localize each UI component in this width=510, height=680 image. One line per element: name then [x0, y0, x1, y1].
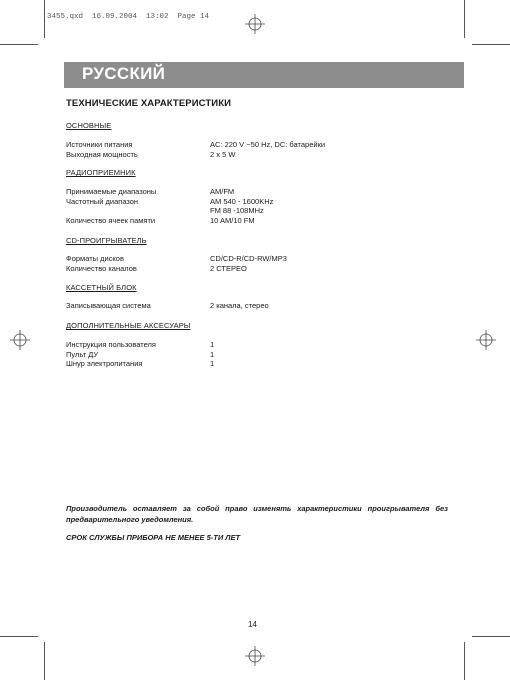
section-heading-main: ОСНОВНЫЕ [66, 121, 112, 130]
print-slug: 3455.qxd 16.09.2004 13:02 Page 14 [47, 13, 210, 21]
section-heading-radio: РАДИОПРИЕМНИК [66, 168, 136, 177]
registration-mark-icon [476, 330, 496, 350]
spec-value: 2 СТЕРЕО [210, 264, 247, 273]
registration-mark-icon [245, 646, 265, 666]
registration-mark-icon [10, 330, 30, 350]
language-header-band [64, 62, 464, 88]
section-heading-cd: CD-ПРОИГРЫВАТЕЛЬ [66, 236, 147, 245]
spec-value: AC: 220 V ~50 Hz, DC: батарейки [210, 140, 326, 149]
spec-label: Источники питания [66, 140, 133, 149]
spec-value: 10 AM/10 FM [210, 216, 255, 225]
spec-label: Инструкция пользователя [66, 340, 156, 349]
spec-value: 1 [210, 359, 215, 368]
service-life-note: СРОК СЛУЖБЫ ПРИБОРА НЕ МЕНЕЕ 5-ТИ ЛЕТ [66, 533, 241, 542]
spec-label: Шнур электропитания [66, 359, 143, 368]
spec-label: Принимаемые диапазоны [66, 187, 157, 196]
crop-mark [0, 636, 38, 637]
crop-mark [44, 0, 45, 38]
spec-value: CD/CD-R/CD-RW/MP3 [210, 254, 287, 263]
crop-mark [0, 44, 38, 45]
spec-value: AM 540 - 1600KHz [210, 197, 274, 206]
language-label: РУССКИЙ [82, 64, 166, 83]
disclaimer-note: Производитель оставляет за собой право изменять характеристики проигрывателя без предварительного уведомления. [66, 504, 448, 524]
spec-label: Частотный диапазон [66, 197, 139, 206]
crop-mark [44, 642, 45, 680]
crop-mark [464, 642, 465, 680]
spec-value: 1 [210, 340, 215, 349]
spec-label: Записывающая система [66, 301, 151, 310]
spec-value: 2 x 5 W [210, 150, 236, 159]
spec-label: Количество каналов [66, 264, 137, 273]
spec-label: Форматы дисков [66, 254, 124, 263]
page-number: 14 [248, 620, 257, 629]
crop-mark [464, 0, 465, 38]
section-heading-cassette: КАССЕТНЫЙ БЛОК [66, 283, 137, 292]
spec-label: Количество ячеек памяти [66, 216, 156, 225]
crop-mark [472, 636, 510, 637]
spec-value: 2 канала, стерео [210, 301, 269, 310]
spec-label: Пульт ДУ [66, 350, 99, 359]
spec-label: Выходная мощность [66, 150, 138, 159]
registration-mark-icon [245, 14, 265, 34]
spec-value: AM/FM [210, 187, 235, 196]
page-title: ТЕХНИЧЕСКИЕ ХАРАКТЕРИСТИКИ [66, 98, 232, 109]
crop-mark [472, 44, 510, 45]
spec-value: FM 88 -108MHz [210, 206, 264, 215]
spec-value: 1 [210, 350, 215, 359]
section-heading-accessories: ДОПОЛНИТЕЛЬНЫЕ АКСЕСУАРЫ [66, 321, 191, 330]
